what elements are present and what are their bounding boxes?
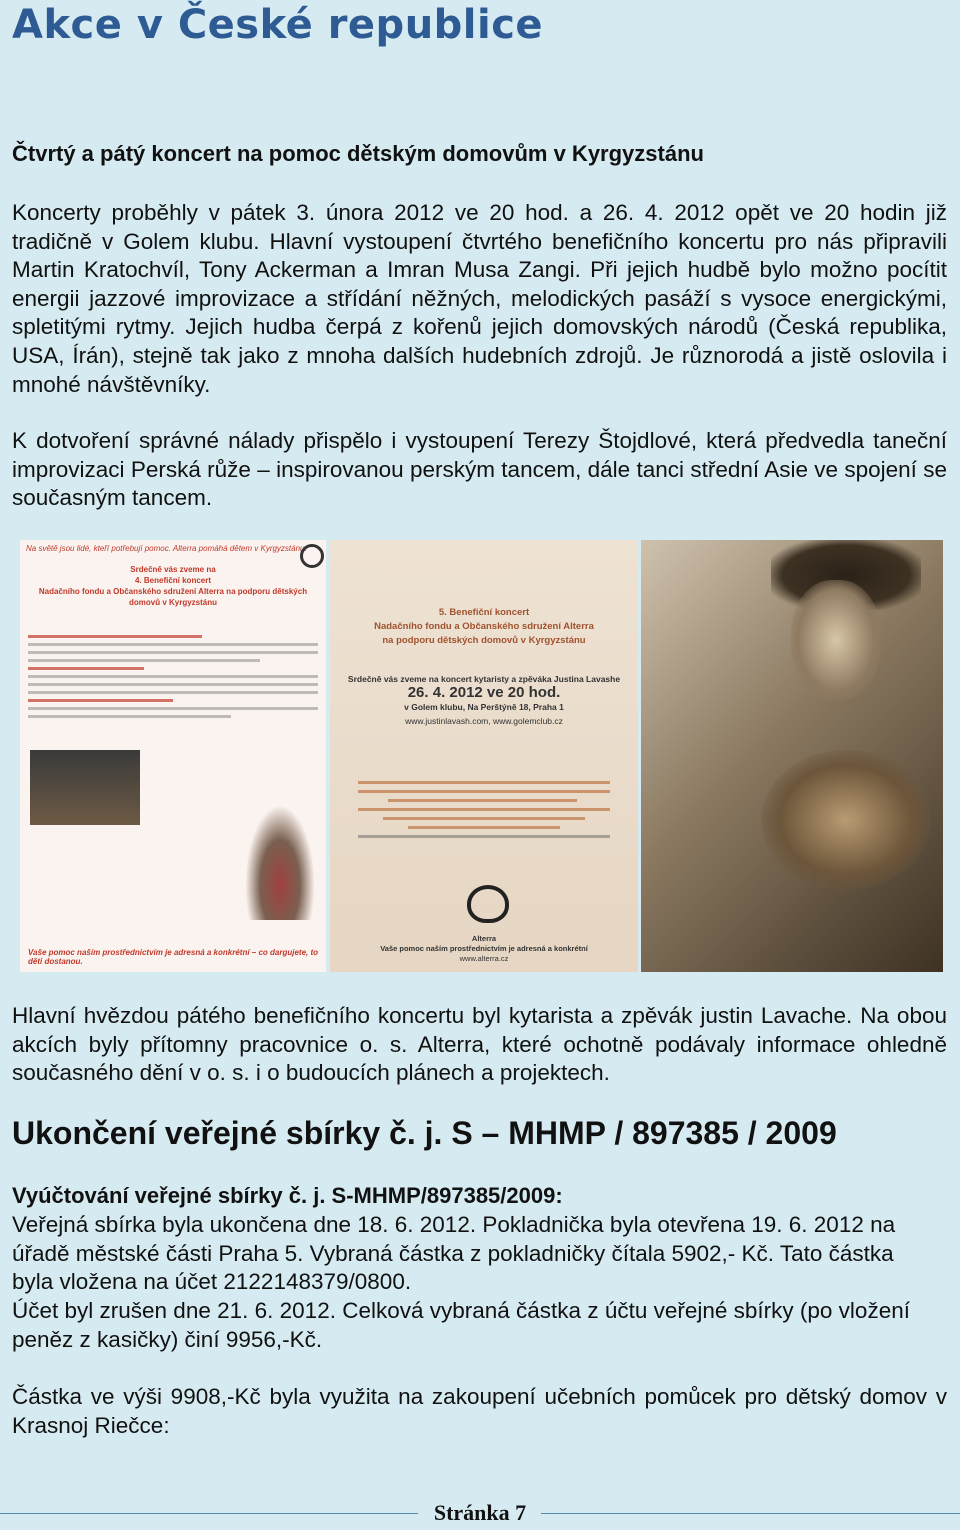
musicians-photo — [30, 750, 140, 825]
paragraph-amount-used: Částka ve výši 9908,-Kč byla využita na zakoupení učebních pomůcek pro dětský domov v Krasnoj Riečce: — [12, 1384, 947, 1438]
guitarist-face — [791, 580, 881, 700]
footer-rule-right — [541, 1513, 960, 1514]
poster-brand: Alterra — [471, 934, 497, 943]
concert-poster-4 — [20, 540, 326, 972]
poster-footer — [340, 934, 628, 964]
concert-poster-5 — [330, 540, 638, 972]
paragraph-concerts-intro: Koncerty proběhly v pátek 3. února 2012 ve 20 hod. a 26. 4. 2012 opět ve 20 hodin již tradičně v Golem klubu. Hlavní vystoupení čtvrtého benefičního koncertu pro nás připravili Martin Kratochvíl, Tony Ackerman a Imran Musa Zangi. Při jejich hudbě bylo možno pocítit energii jazzové improvizace a střídání něžných, melodických pasáží s vysoce energickými, spletitými rytmy. Jejich hudba čerpá z kořenů jejich domovských národů (Česká republika, USA, Írán), stejně tak jako z mnoha dalších hudebních zdrojů. Je různorodá a jistě oslovila i mnohé návštěvníky. — [12, 200, 947, 397]
paragraph-collection-details: Veřejná sbírka byla ukončena dne 18. 6. 2012. Pokladnička byla otevřena 19. 6. 2012 na úřadě městské části Praha 5. Vybraná částka z pokladničky čítala 5902,- Kč. Tato částka byla vložena na účet 2122148379/0800. — [12, 1212, 896, 1295]
poster-web: www.justinlavash.com, www.golemclub.cz — [405, 716, 563, 726]
paragraph-account-closed: Účet byl zrušen dne 21. 6. 2012. Celková vybraná částka z účtu veřejné sbírky (po vložení peněz z kasičky) činí 9956,-Kč. — [12, 1298, 910, 1352]
guitar-icon — [761, 750, 931, 890]
page-number: Stránka 7 — [433, 1500, 527, 1525]
paragraph-dance: K dotvoření správné nálady přispělo i vystoupení Terezy Štojdlové, která předvedla taneční improvizaci Perská růže – inspirovanou perským tancem, dále tanci střední Asie ve spojení se současným tancem. — [12, 428, 947, 511]
poster-url: www.alterra.cz — [459, 954, 509, 963]
poster-footer-text: Vaše pomoc naším prostřednictvím je adresná a konkrétní — [380, 944, 588, 953]
poster-venue: v Golem klubu, Na Perštýně 18, Praha 1 — [404, 702, 564, 712]
section-heading-collection: Ukončení veřejné sbírky č. j. S – MHMP / 897385 / 2009 — [12, 1115, 837, 1151]
poster-footer-text: Vaše pomoc naším prostřednictvím je adresná a konkrétní – co dargujete, to děti dostanou. — [28, 948, 319, 966]
guitarist-photo — [641, 540, 943, 972]
alterra-logo-icon — [467, 885, 509, 923]
page-title: Akce v České republice — [12, 2, 544, 48]
poster-event-details — [340, 672, 628, 728]
collection-subheading: Vyúčtování veřejné sbírky č. j. S-MHMP/897385/2009: — [12, 1183, 563, 1208]
poster-invite: Srdečně vás zveme na koncert kytaristy a zpěváka Justina Lavashe — [347, 674, 621, 684]
poster-title: Srdečně vás zveme na 4. Benefiční koncert Nadačního fondu a Občanského sdružení Alterra na podporu dětských domovů v Kyrgyzstánu — [38, 565, 308, 607]
poster-body-text — [358, 775, 610, 844]
poster-body-text — [28, 630, 318, 723]
poster-date: 26. 4. 2012 ve 20 hod. — [407, 684, 561, 701]
poster-header-text: Na světě jsou lidé, kteří potřebují pomoc. Alterra pomáhá dětem v Kyrgyzstánu. — [26, 544, 307, 553]
poster-title: 5. Benefiční koncert Nadačního fondu a Občanského sdružení Alterra na podporu dětských domovů v Kyrgyzstánu — [374, 607, 594, 646]
footer-rule-left — [0, 1513, 418, 1514]
section-heading-concerts: Čtvrtý a pátý koncert na pomoc dětským domovům v Kyrgyzstánu — [12, 141, 704, 166]
dancer-photo — [245, 805, 315, 920]
paragraph-fifth-concert: Hlavní hvězdou pátého benefičního koncertu byl kytarista a zpěvák justin Lavache. Na obou akcích byly přítomny pracovnice o. s. Alterra, které ochotně podávaly informace ohledně současného dění v o. s. i o budoucích plánech a projektech. — [12, 1003, 947, 1086]
